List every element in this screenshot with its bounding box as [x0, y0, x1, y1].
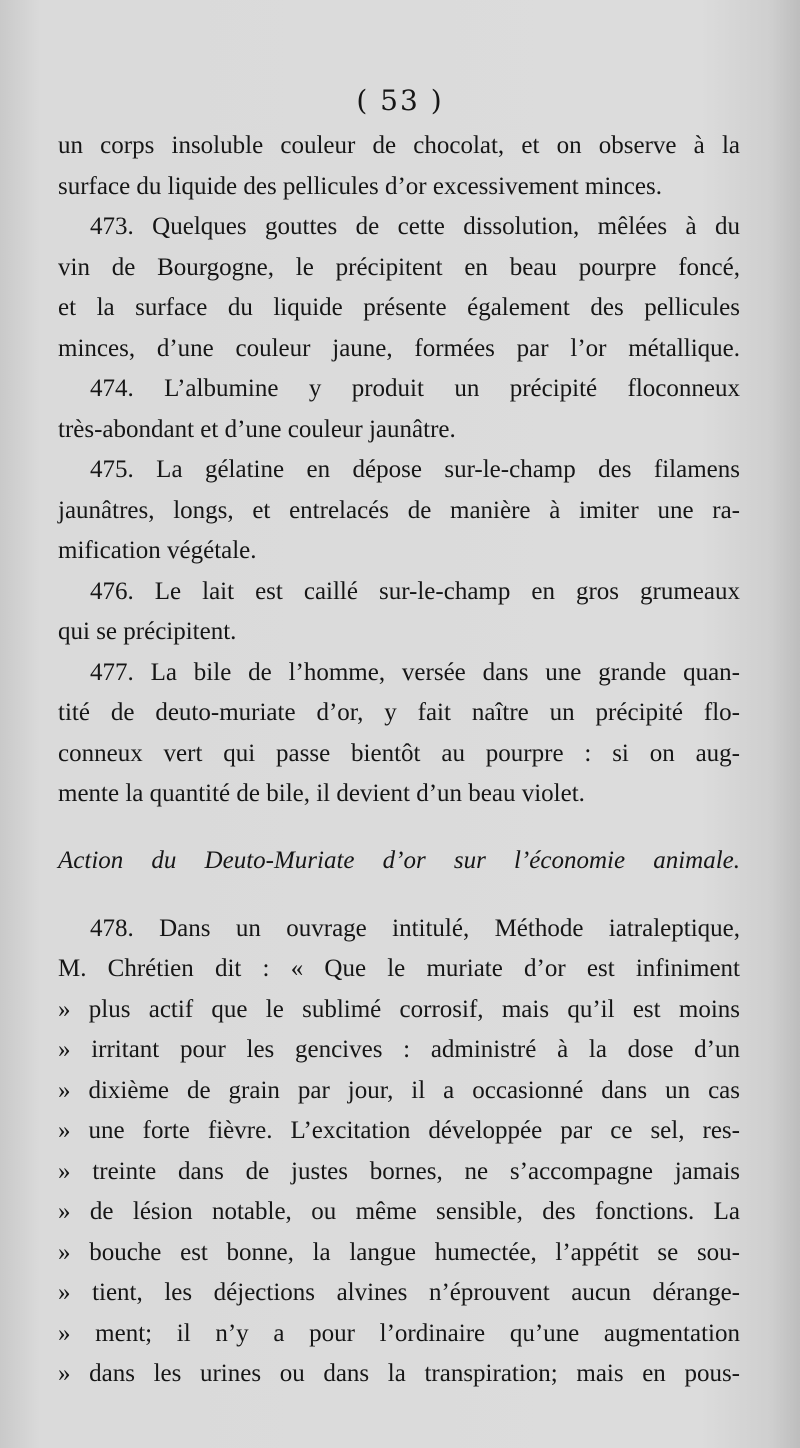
- text-line: mente la quantité de bile, il devient d’un beau violet.: [58, 780, 585, 807]
- text-line: et la surface du liquide présente également des pellicules: [58, 294, 740, 321]
- text-line: M. Chrétien dit : « Que le muriate d’or est infiniment: [58, 955, 740, 982]
- text-line: 473. Quelques gouttes de cette dissolution, mêlées à du: [90, 213, 740, 240]
- paragraph-473: [58, 207, 740, 369]
- text-line: » dixième de grain par jour, il a occasionné dans un cas: [58, 1076, 740, 1104]
- text-line: qui se précipitent.: [58, 618, 237, 645]
- paragraph-476: [58, 572, 740, 653]
- text-line: un corps insoluble couleur de chocolat, et on observe à la: [58, 132, 740, 159]
- text-line: tité de deuto-muriate d’or, y fait naître un précipité flo-: [58, 699, 740, 726]
- text-line: » ment; il n’y a pour l’ordinaire qu’une augmentation: [58, 1319, 740, 1347]
- paragraph-474: [58, 369, 740, 450]
- text-line: » tient, les déjections alvines n’éprouvent aucun dérange-: [58, 1279, 740, 1306]
- text-line: 475. La gélatine en dépose sur-le-champ des filamens: [90, 456, 740, 483]
- page-body: [58, 126, 740, 1395]
- text-line: 474. L’albumine y produit un précipité floconneux: [90, 375, 740, 402]
- page-number: ( 53 ): [356, 84, 444, 117]
- text-line: » plus actif que le sublimé corrosif, mais qu’il est moins: [58, 995, 740, 1023]
- text-line: très-abondant et d’une couleur jaunâtre.: [58, 415, 456, 443]
- paragraph-478: [58, 909, 740, 1395]
- paragraph-477: [58, 653, 740, 815]
- section-heading: Action du Deuto-Muriate d’or sur l’économie animale.: [58, 846, 740, 874]
- text-line: minces, d’une couleur jaune, formées par l’or métallique.: [58, 334, 740, 362]
- paragraph-continuation: [58, 126, 740, 207]
- text-line: » irritant pour les gencives : administré à la dose d’un: [58, 1036, 740, 1063]
- text-line: jaunâtres, longs, et entrelacés de manière à imiter une ra-: [58, 496, 740, 524]
- text-line: 478. Dans un ouvrage intitulé, Méthode iatraleptique,: [90, 914, 740, 942]
- text-line: vin de Bourgogne, le précipitent en beau pourpre foncé,: [58, 253, 740, 281]
- text-line: » une forte fièvre. L’excitation développée par ce sel, res-: [58, 1117, 740, 1144]
- text-line: » bouche est bonne, la langue humectée, l’appétit se sou-: [58, 1238, 740, 1266]
- text-line: surface du liquide des pellicules d’or excessivement minces.: [58, 172, 662, 200]
- text-line: » treinte dans de justes bornes, ne s’accompagne jamais: [58, 1157, 740, 1185]
- text-line: 476. Le lait est caillé sur-le-champ en gros grumeaux: [90, 577, 740, 605]
- text-line: » dans les urines ou dans la transpiration; mais en pous-: [58, 1360, 740, 1387]
- text-line: » de lésion notable, ou même sensible, des fonctions. La: [58, 1198, 740, 1225]
- text-line: 477. La bile de l’homme, versée dans une grande quan-: [90, 658, 740, 686]
- text-line: mification végétale.: [58, 537, 257, 564]
- paragraph-475: [58, 450, 740, 572]
- text-line: conneux vert qui passe bientôt au pourpre : si on aug-: [58, 739, 740, 767]
